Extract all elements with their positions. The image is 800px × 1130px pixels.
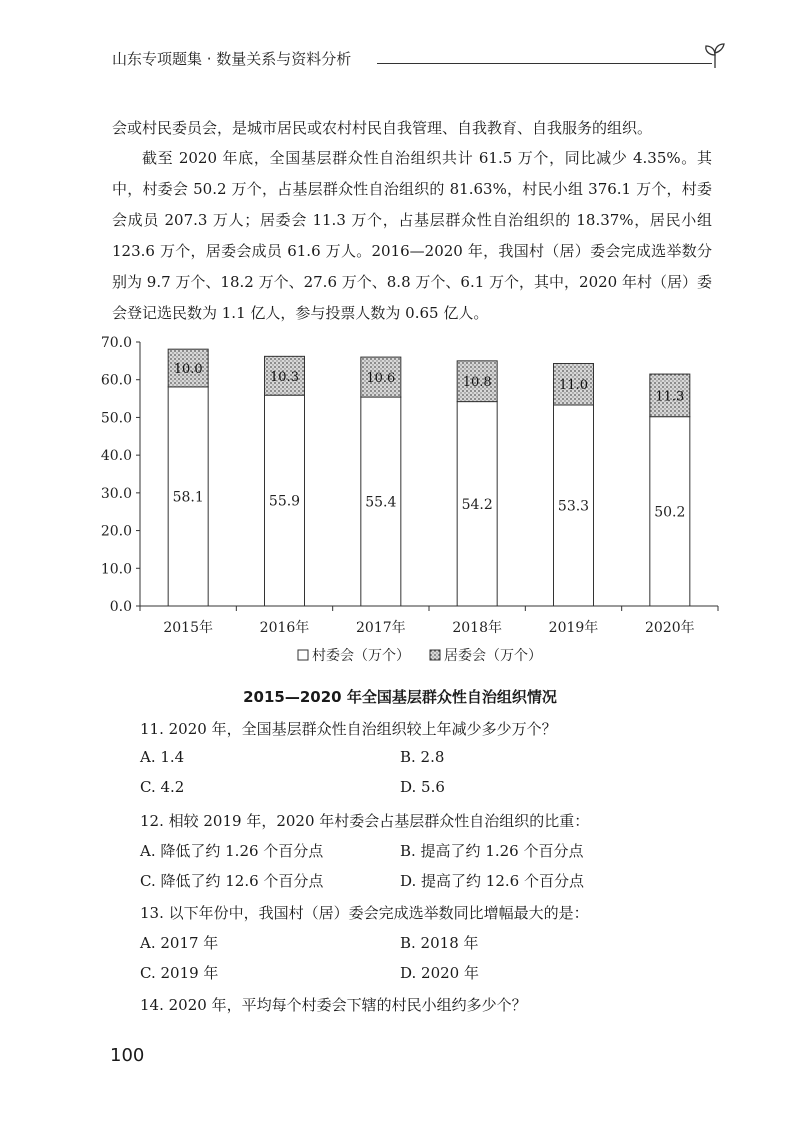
q12-option-a: A. 降低了约 1.26 个百分点 [140,842,324,860]
x-category-label: 2017年 [356,620,406,636]
q13-option-a: A. 2017 年 [140,934,219,952]
q13-option-c: C. 2019 年 [140,964,219,982]
q12-option-b: B. 提高了约 1.26 个百分点 [400,842,584,860]
y-tick-label: 0.0 [109,599,132,615]
q13-option-d: D. 2020 年 [400,964,479,982]
question-14: 14. 2020 年，平均每个村委会下辖的村民小组约多少个？ [140,996,527,1014]
y-tick-label: 10.0 [100,561,132,578]
x-category-label: 2015年 [163,620,213,636]
q11-option-c: C. 4.2 [140,778,185,796]
question-11: 11. 2020 年，全国基层群众性自治组织较上年减少多少万个？ [140,720,557,738]
y-tick-label: 40.0 [100,448,132,465]
y-tick-label: 20.0 [100,523,132,540]
data-label-residents: 10.6 [366,371,396,387]
data-label-village: 55.9 [268,493,301,510]
paragraph-statistics: 截至 2020 年底，全国基层群众性自治组织共计 61.5 万个，同比减少 4.35%。其中，村委会 50.2 万个，占基层群众性自治组织的 81.63%，村民小组 376.1 万个，村委会成员 207.3 万人；居委会 11.3 万个，占基层群众性自治组织的 18.37%，居民小组 123.6 万个，居委会成员 61.6 万人。2016—2020 年，我国村（居）委会完成选举数分别为 9.7 万个、18.2 万个、27.6 万个、8.8 万个、6.1 万个，其中，2020 年村（居）委会登记选民数为 1.1 亿人，参与投票人数为 0.65 亿人。 [112,149,712,322]
sprout-icon [700,40,730,70]
q11-option-b: B. 2.8 [400,748,445,766]
q13-option-b: B. 2018 年 [400,934,479,952]
legend-label-residents: 居委会（万个） [444,648,542,664]
stacked-bar-chart [98,330,738,680]
chart-caption: 2015—2020 年全国基层群众性自治组织情况 [243,688,557,706]
q12-option-c: C. 降低了约 12.6 个百分点 [140,872,324,890]
data-label-residents: 10.0 [173,362,203,378]
data-label-residents: 10.3 [270,369,299,385]
header-title: 山东专项题集 · 数量关系与资料分析 [112,50,352,68]
data-label-residents: 11.0 [559,378,588,394]
data-label-village: 50.2 [654,504,686,521]
q12-option-d: D. 提高了约 12.6 个百分点 [400,872,584,890]
legend-swatch-residents [430,650,440,660]
data-label-village: 58.1 [172,489,204,506]
x-category-label: 2019年 [548,620,599,636]
x-category-label: 2016年 [259,620,310,636]
question-12: 12. 相较 2019 年，2020 年村委会占基层群众性自治组织的比重： [140,812,590,830]
x-category-label: 2018年 [452,620,502,636]
y-tick-label: 30.0 [100,485,132,502]
paragraph-intro: 会或村民委员会，是城市居民或农村村民自我管理、自我教育、自我服务的组织。 [112,119,653,137]
data-label-village: 54.2 [461,496,493,513]
y-tick-label: 50.0 [100,410,132,427]
legend-swatch-village [298,650,308,660]
x-category-label: 2020年 [645,620,695,636]
data-label-residents: 10.8 [462,375,492,391]
y-tick-label: 60.0 [100,372,132,389]
y-tick-label: 70.0 [100,335,132,351]
header-rule [377,63,712,64]
question-13: 13. 以下年份中，我国村（居）委会完成选举数同比增幅最大的是： [140,904,589,922]
q11-option-d: D. 5.6 [400,778,445,796]
q11-option-a: A. 1.4 [140,748,185,766]
data-label-village: 55.4 [365,494,397,511]
data-label-residents: 11.3 [655,389,685,405]
legend-label-village: 村委会（万个） [312,648,410,664]
data-label-village: 53.3 [557,498,590,515]
page-number: 100 [110,1045,145,1066]
running-header [112,40,724,80]
